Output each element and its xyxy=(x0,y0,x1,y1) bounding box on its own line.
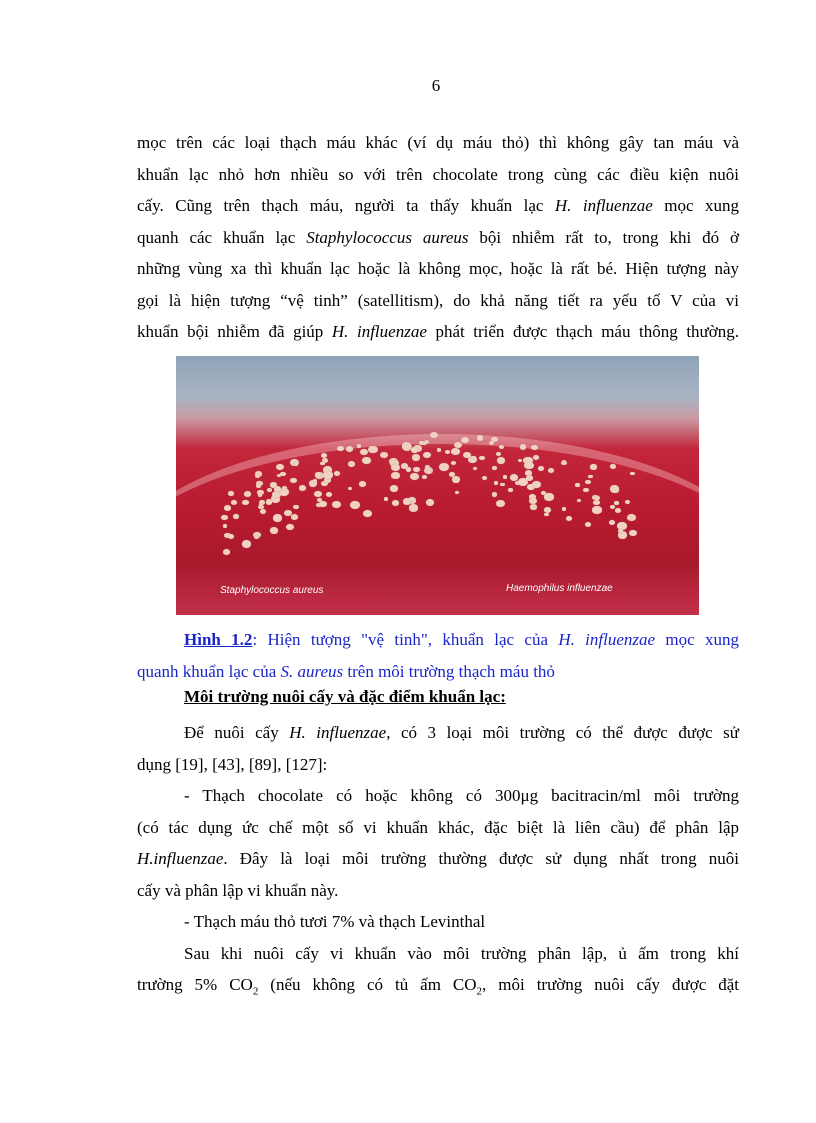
colony xyxy=(494,481,498,484)
paragraph-culture-media xyxy=(137,717,739,1001)
paragraph-satellitism xyxy=(137,127,739,348)
text-line: cấy. Cũng trên thạch máu, người ta thấy khuẩn lạc H. influenzae mọc xung xyxy=(137,196,739,215)
colony xyxy=(471,456,476,460)
colony xyxy=(273,514,282,521)
colony xyxy=(585,522,591,527)
text-line: khuẩn lạc nhỏ hơn nhiều so với trên chocolate trong cùng các điều kiện nuôi xyxy=(137,164,739,184)
text-line: Để nuôi cấy H. influenzae, có 3 loại môi trường có thể được được sử xyxy=(184,723,739,742)
colony xyxy=(531,445,537,450)
colony xyxy=(524,462,534,470)
colony xyxy=(439,463,449,471)
colony xyxy=(242,500,249,505)
colony xyxy=(526,475,533,481)
colony xyxy=(489,441,494,445)
colony xyxy=(538,466,544,471)
colony xyxy=(430,432,438,438)
colony xyxy=(451,461,456,465)
text-line: mọc trên các loại thạch máu khác (ví dụ máu thỏ) thì không gây tan máu và xyxy=(137,133,739,152)
colony xyxy=(348,461,355,467)
text-line: (có tác dụng ức chế một số vi khuẩn khác, đặc biệt là liên cầu) để phân lập xyxy=(137,817,739,837)
text-line: khuẩn bội nhiễm đã giúp H. influenzae phát triển được thạch máu thông thường. xyxy=(137,322,740,341)
colony xyxy=(463,452,471,458)
colony xyxy=(362,457,370,464)
colony xyxy=(223,524,228,528)
colony xyxy=(256,484,261,488)
colony xyxy=(410,497,415,501)
colony xyxy=(413,467,419,472)
colony xyxy=(274,486,281,492)
colony xyxy=(363,510,372,517)
text-line: những vùng xa thì khuẩn lạc hoặc là không mọc, hoặc là rất bé. Hiện tượng này xyxy=(137,259,739,278)
colony xyxy=(426,499,434,505)
colony xyxy=(592,506,601,513)
colony xyxy=(233,514,239,519)
caption-line: quanh khuẩn lạc của S. aureus trên môi trường thạch máu thỏ xyxy=(137,661,555,681)
colony xyxy=(391,472,399,479)
colony xyxy=(530,504,537,509)
text-line: - Thạch máu thỏ tươi 7% và thạch Levinthal xyxy=(184,912,486,931)
colony xyxy=(590,464,596,469)
colony xyxy=(445,450,450,454)
colony xyxy=(423,452,431,458)
colony xyxy=(410,473,419,480)
colony xyxy=(422,475,427,479)
colony xyxy=(359,481,366,487)
text-line: dụng [19], [43], [89], [127]: xyxy=(137,754,328,774)
colony xyxy=(390,485,398,491)
colony xyxy=(419,441,424,445)
colony xyxy=(228,491,234,496)
colony xyxy=(437,448,441,451)
colony xyxy=(532,481,541,488)
colony xyxy=(299,485,306,491)
colony xyxy=(290,478,297,484)
colony xyxy=(315,472,321,477)
colony xyxy=(357,444,361,447)
colony xyxy=(266,499,272,504)
text-line: Sau khi nuôi cấy vi khuẩn vào môi trường phân lập, ủ ấm trong khí xyxy=(184,943,739,963)
colony xyxy=(286,524,294,530)
colony xyxy=(452,476,460,483)
colony xyxy=(368,446,377,453)
colony xyxy=(242,540,252,548)
colony xyxy=(609,520,615,525)
colony xyxy=(451,448,460,455)
colony xyxy=(575,483,580,487)
text-line: quanh các khuẩn lạc Staphylococcus aureus bội nhiễm rất to, trong khi đó ở xyxy=(137,227,740,247)
colony xyxy=(627,516,632,520)
colony xyxy=(293,505,299,510)
text-line: - Thạch chocolate có hoặc không có 300μg bacitracin/ml môi trường xyxy=(184,786,739,805)
colony xyxy=(610,485,619,492)
label-staphylococcus: Staphylococcus aureus xyxy=(220,585,324,596)
colony xyxy=(492,466,497,470)
colony xyxy=(412,454,421,461)
colony xyxy=(614,501,618,504)
colony xyxy=(544,513,549,517)
colony xyxy=(313,479,317,482)
colony xyxy=(503,475,507,478)
colony xyxy=(492,492,497,496)
colony xyxy=(499,445,504,449)
colony xyxy=(260,509,266,514)
colony xyxy=(477,435,483,440)
colony xyxy=(384,497,389,501)
colony xyxy=(402,442,412,450)
figure-caption xyxy=(137,624,739,687)
text-line: H.influenzae. Đây là loại môi trường thường được sử dụng nhất trong nuôi xyxy=(137,849,739,868)
colony xyxy=(594,496,599,500)
colony xyxy=(409,504,418,511)
colony xyxy=(544,493,553,500)
label-haemophilus: Haemophilus influenzae xyxy=(506,583,613,594)
colony xyxy=(258,493,262,497)
colony xyxy=(497,457,505,464)
colony xyxy=(508,488,513,492)
colony xyxy=(520,444,527,449)
colony xyxy=(291,514,298,520)
colony xyxy=(314,491,322,497)
colony xyxy=(500,483,504,486)
colony xyxy=(254,535,259,539)
colony xyxy=(270,527,278,533)
colony xyxy=(411,447,418,453)
colony xyxy=(244,491,251,497)
text-line: cấy và phân lập vi khuẩn này. xyxy=(137,880,339,900)
colony xyxy=(496,500,505,507)
text-line: gọi là hiện tượng “vệ tinh” (satellitism), do khả năng tiết ra yếu tố V của vi xyxy=(137,290,739,310)
page-number: 6 xyxy=(431,76,441,95)
colony xyxy=(585,480,590,484)
caption-line: Hình 1.2: Hiện tượng "vệ tinh", khuẩn lạc của H. influenzae mọc xung xyxy=(184,630,739,649)
colony xyxy=(323,471,333,479)
text-line: trường 5% $CO_2$ (nếu không có tủ ấm $CO_2$, môi trường nuôi cấy được đặt xyxy=(137,975,740,998)
colony xyxy=(267,488,272,492)
figure-agar-plate-photo xyxy=(176,356,699,615)
colony xyxy=(630,472,634,475)
colony xyxy=(593,500,599,505)
section-heading: Môi trường nuôi cấy và đặc điểm khuẩn lạc: xyxy=(184,687,506,706)
colony xyxy=(533,455,539,460)
